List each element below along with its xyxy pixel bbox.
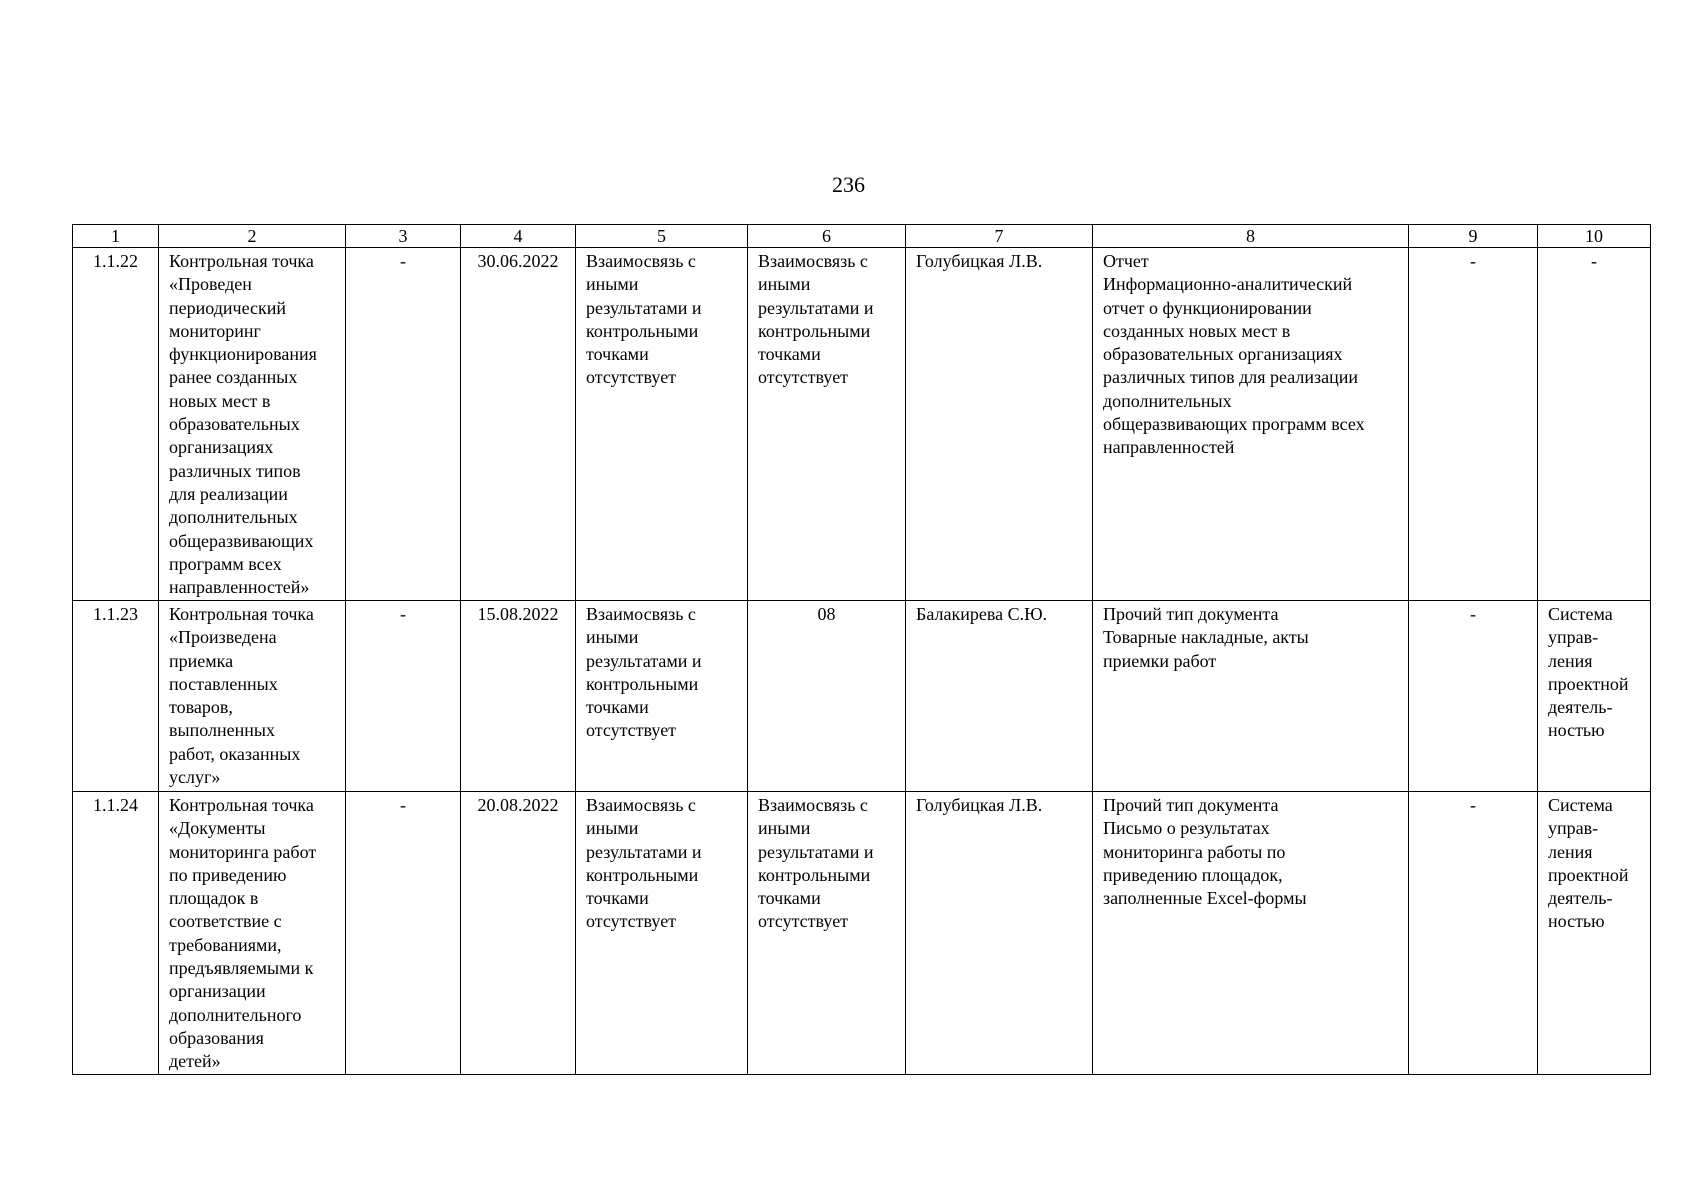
responsible-cell: Голубицкая Л.В. xyxy=(906,792,1093,1075)
column-5-cell: Взаимосвязь с иными результатами и контрольными точками отсутствует xyxy=(576,601,748,792)
page-number: 236 xyxy=(832,172,865,197)
header-cell: 2 xyxy=(159,225,346,248)
header-cell: 1 xyxy=(73,225,159,248)
column-3-cell: - xyxy=(346,792,461,1075)
table-row xyxy=(73,601,1651,792)
column-10-cell: Система управ- ления проектной деятель- ностью xyxy=(1538,601,1651,792)
header-cell: 7 xyxy=(906,225,1093,248)
row-number-cell: 1.1.23 xyxy=(73,601,159,792)
header-cell: 3 xyxy=(346,225,461,248)
header-cell: 6 xyxy=(748,225,906,248)
control-points-table xyxy=(72,224,1651,1075)
header-cell: 8 xyxy=(1093,225,1409,248)
row-number-cell: 1.1.24 xyxy=(73,792,159,1075)
column-6-cell: 08 xyxy=(748,601,906,792)
column-9-cell: - xyxy=(1409,248,1538,601)
column-5-cell: Взаимосвязь с иными результатами и контрольными точками отсутствует xyxy=(576,248,748,601)
table-row xyxy=(73,248,1651,601)
column-9-cell: - xyxy=(1409,792,1538,1075)
date-cell: 20.08.2022 xyxy=(461,792,576,1075)
document-cell: Отчет Информационно-аналитический отчет о функционировании созданных новых мест в образовательных организациях различных типов для реализации дополнительных общеразвивающих программ всех направленностей xyxy=(1093,248,1409,601)
header-row xyxy=(73,225,1651,248)
column-6-cell: Взаимосвязь с иными результатами и контрольными точками отсутствует xyxy=(748,248,906,601)
column-6-cell: Взаимосвязь с иными результатами и контрольными точками отсутствует xyxy=(748,792,906,1075)
table-row xyxy=(73,792,1651,1075)
header-cell: 10 xyxy=(1538,225,1651,248)
column-5-cell: Взаимосвязь с иными результатами и контрольными точками отсутствует xyxy=(576,792,748,1075)
control-point-name-cell: Контрольная точка «Проведен периодический мониторинг функционирования ранее созданных новых мест в образовательных организациях различных типов для реализации дополнительных общеразвивающих программ всех направленностей» xyxy=(159,248,346,601)
column-3-cell: - xyxy=(346,601,461,792)
control-point-name-cell: Контрольная точка «Документы мониторинга работ по приведению площадок в соответствие с требованиями, предъявляемыми к организации дополнительного образования детей» xyxy=(159,792,346,1075)
date-cell: 15.08.2022 xyxy=(461,601,576,792)
document-cell: Прочий тип документа Письмо о результатах мониторинга работы по приведению площадок, заполненные Excel-формы xyxy=(1093,792,1409,1075)
header-cell: 4 xyxy=(461,225,576,248)
column-10-cell: Система управ- ления проектной деятель- ностью xyxy=(1538,792,1651,1075)
column-3-cell: - xyxy=(346,248,461,601)
header-cell: 5 xyxy=(576,225,748,248)
row-number-cell: 1.1.22 xyxy=(73,248,159,601)
column-10-cell: - xyxy=(1538,248,1651,601)
responsible-cell: Балакирева С.Ю. xyxy=(906,601,1093,792)
control-point-name-cell: Контрольная точка «Произведена приемка поставленных товаров, выполненных работ, оказанных услуг» xyxy=(159,601,346,792)
column-9-cell: - xyxy=(1409,601,1538,792)
responsible-cell: Голубицкая Л.В. xyxy=(906,248,1093,601)
date-cell: 30.06.2022 xyxy=(461,248,576,601)
header-cell: 9 xyxy=(1409,225,1538,248)
document-cell: Прочий тип документа Товарные накладные, акты приемки работ xyxy=(1093,601,1409,792)
